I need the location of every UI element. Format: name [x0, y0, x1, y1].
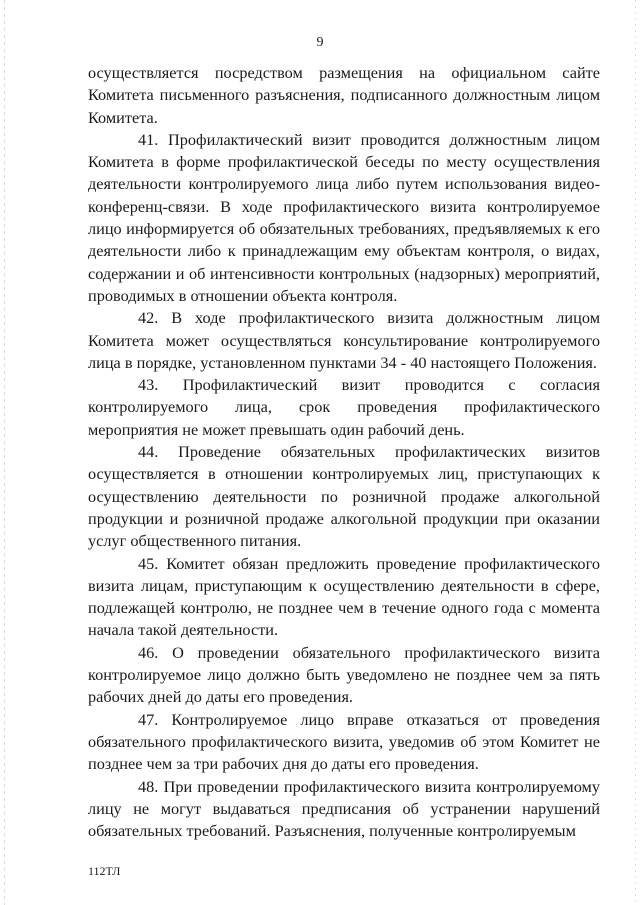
paragraph-43: 43. Профилактический визит проводится с согласия контролируемого лица, срок проведения профилактического мероприятия не может превышать один рабочий день. — [88, 375, 600, 439]
scan-edge-left — [4, 0, 5, 905]
paragraph-48: 48. При проведении профилактического визита контролируемому лицу не могут выдаваться предписания об устранении нарушений обязательных требований. Разъяснения, полученные контролируемым — [88, 776, 600, 841]
paragraph-44: 44. Проведение обязательных профилактических визитов осуществляется в отношении контролируемых лиц, приступающих к осуществлению деятельности по розничной продаже алкогольной продукции и розничной продаже алкогольной продукции при оказании услуг общественного питания. — [88, 442, 600, 551]
scan-edge-right — [635, 0, 636, 905]
paragraph-continuation: осуществляется посредством размещения на официальном сайте Комитета письменного разъяснения, подписанного должностным лицом Комитета. — [88, 63, 600, 127]
document-body — [88, 62, 600, 842]
paragraph-47: 47. Контролируемое лицо вправе отказаться от проведения обязательного профилактического визита, уведомив об этом Комитет не позднее чем за три рабочих дня до даты его проведения. — [88, 709, 600, 774]
paragraph-41: 41. Профилактический визит проводится должностным лицом Комитета в форме профилактической беседы по месту осуществления деятельности контролируемого лица либо путем использования видео-конференц-связи. В ходе профилактического визита контролируемое лицо информируется об обязательных требованиях, предъявляемых к его деятельности либо к принадлежащим ему объектам контроля, о видах, содержании и об интенсивности контрольных (надзорных) мероприятий, проводимых в отношении объекта контроля. — [88, 129, 600, 305]
paragraph-45: 45. Комитет обязан предложить проведение профилактического визита лицам, приступающим к осуществлению деятельности в сфере, подлежащей контролю, не позднее чем в течение одного года с момента начала такой деятельности. — [88, 553, 600, 640]
paragraph-46: 46. О проведении обязательного профилактического визита контролируемое лицо должно быть уведомлено не позднее чем за пять рабочих дней до даты его проведения. — [88, 642, 600, 707]
footer-document-code: 112ТЛ — [88, 864, 121, 878]
paragraph-42: 42. В ходе профилактического визита должностным лицом Комитета может осуществляться консультирование контролируемого лица в порядке, установленном пунктами 34 - 40 настоящего Положения. — [88, 308, 600, 372]
page-number: 9 — [316, 35, 324, 50]
